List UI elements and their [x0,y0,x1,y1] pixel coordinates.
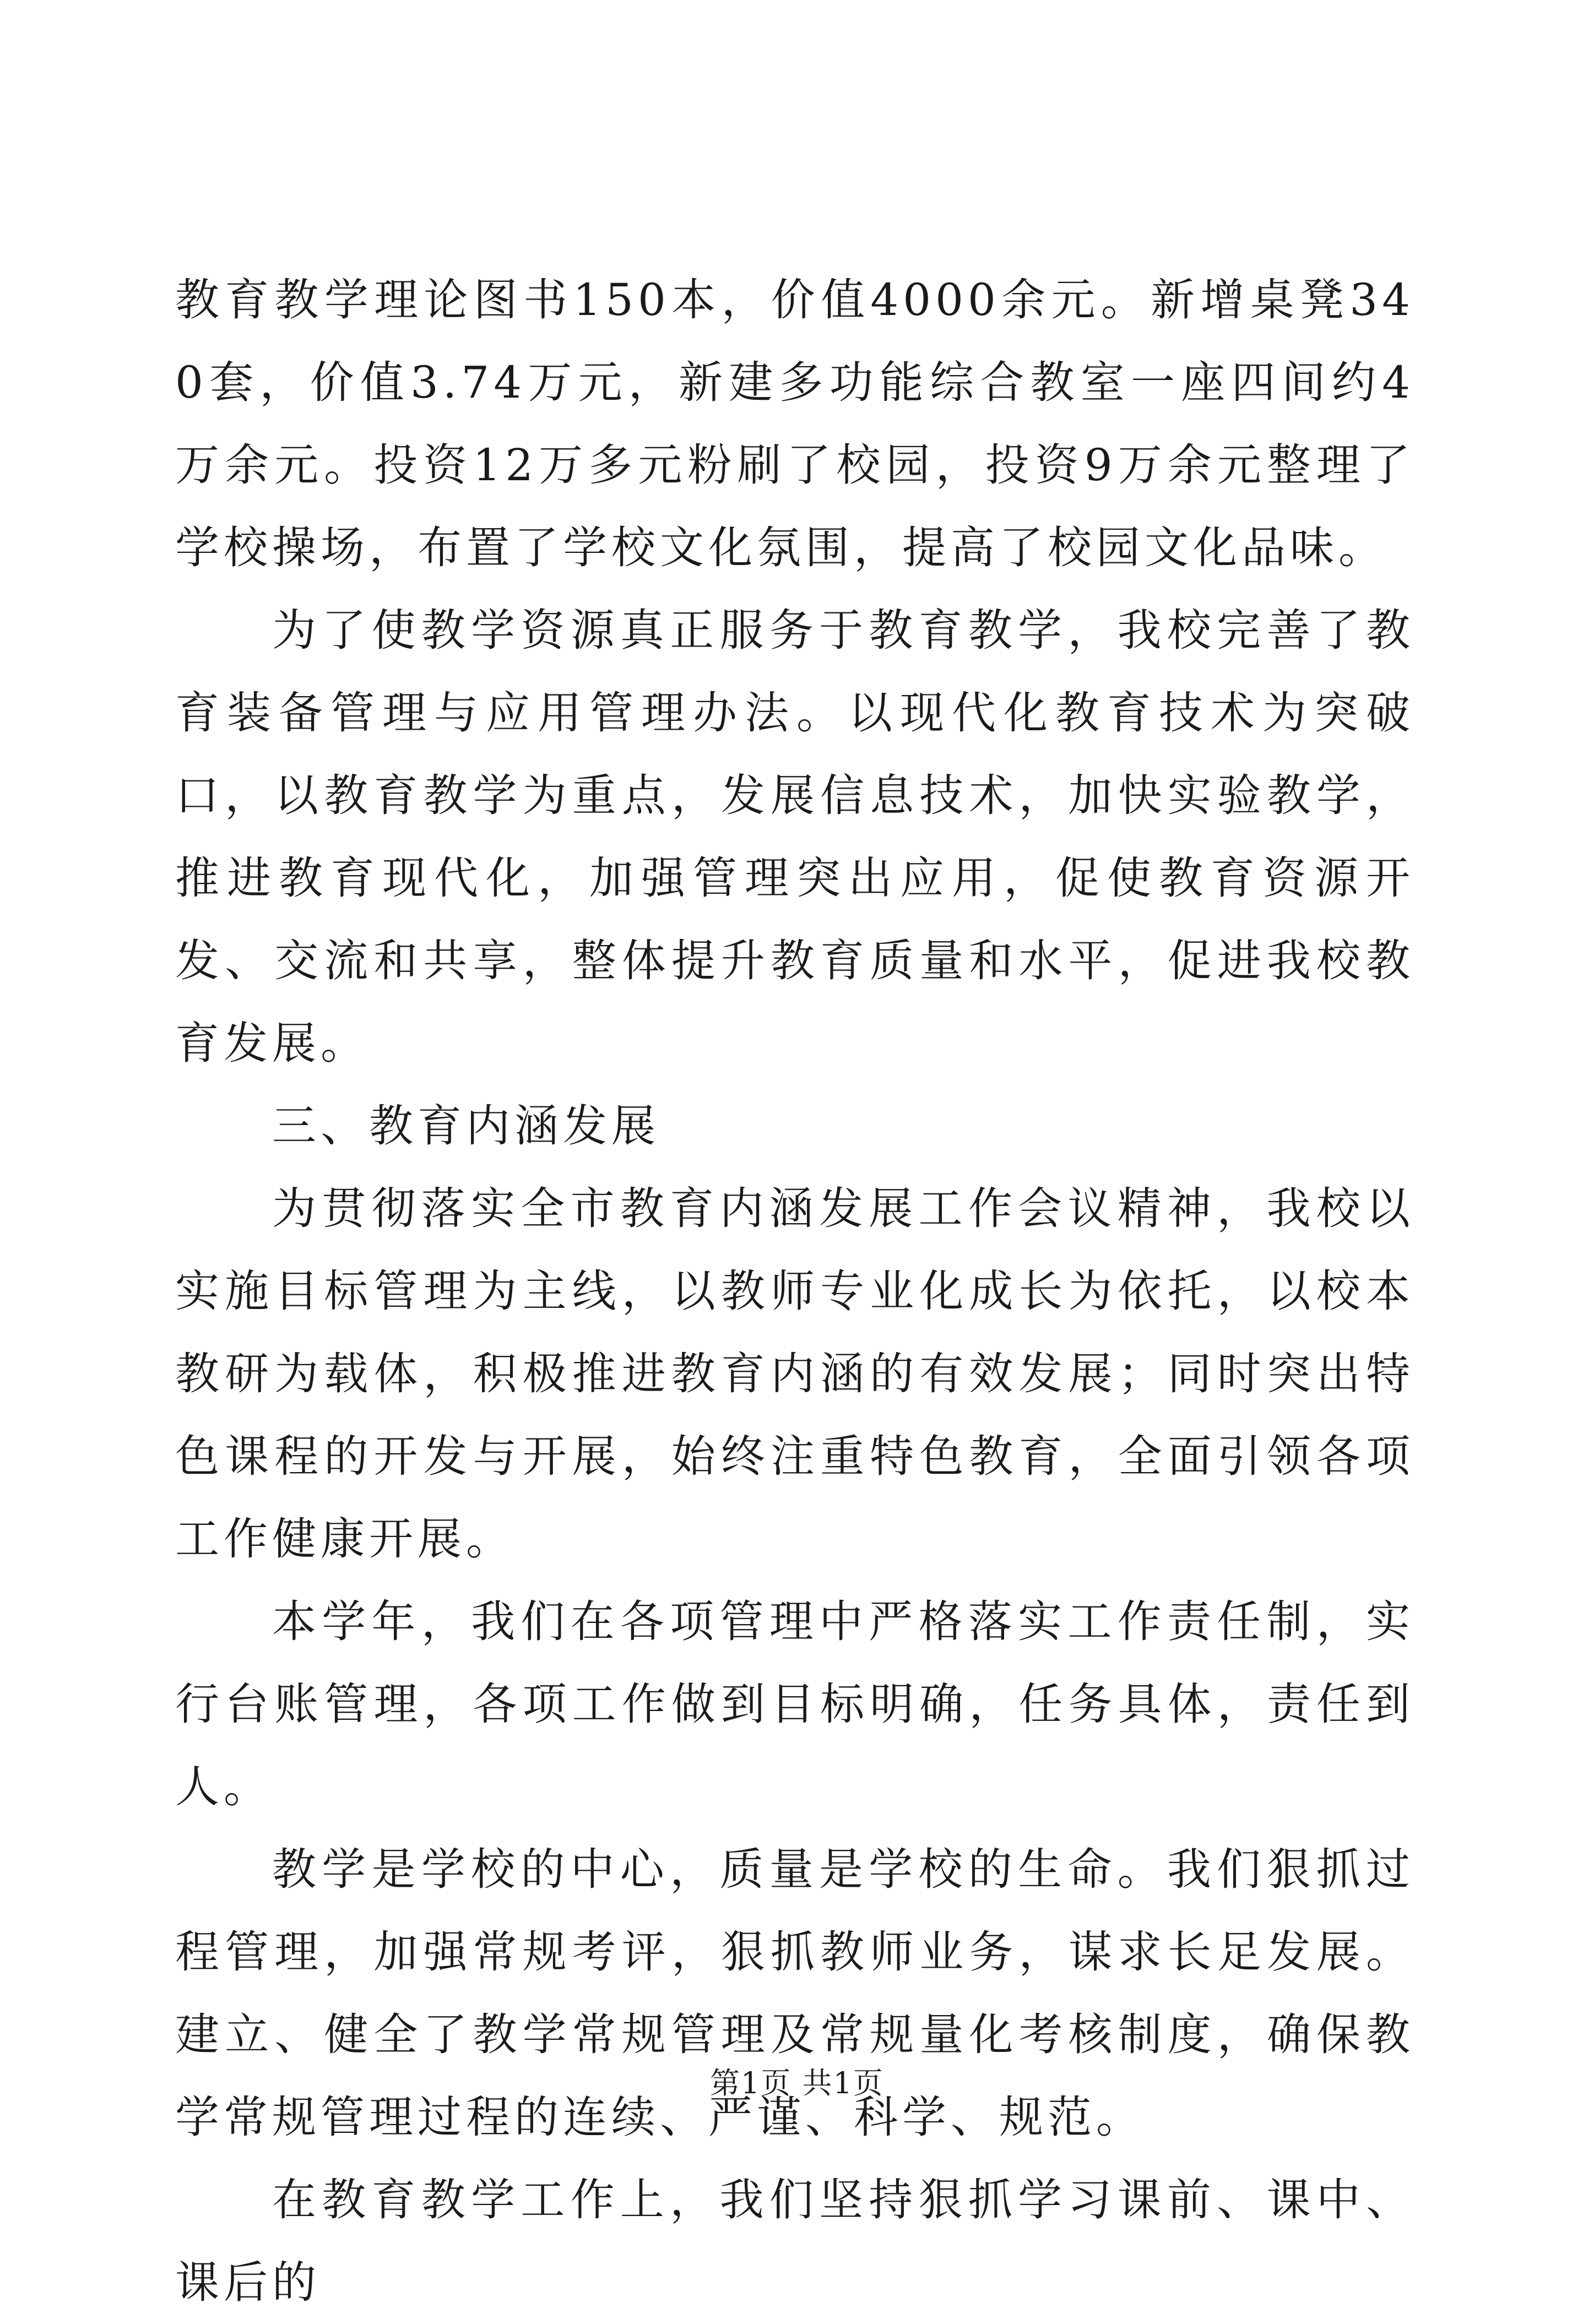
document-body [175,259,1414,2324]
paragraph-4: 本学年，我们在各项管理中严格落实工作责任制，实行台账管理，各项工作做到目标明确，任务具体，责任到人。 [175,1596,1414,1812]
paragraph-2: 为了使教学资源真正服务于教育教学，我校完善了教育装备管理与应用管理办法。以现代化教育技术为突破口，以教育教学为重点，发展信息技术，加快实验教学，推进教育现代化，加强管理突出应用，促使教育资源开发、交流和共享，整体提升教育质量和水平，促进我校教育发展。 [175,605,1414,1069]
section-heading: 三、教育内涵发展 [272,1100,660,1152]
paragraph-6: 在教育教学工作上，我们坚持狠抓学习课前、课中、课后的 [175,2174,1414,2308]
paragraph-3: 为贯彻落实全市教育内涵发展工作会议精神，我校以实施目标管理为主线，以教师专业化成长为依托，以校本教研为载体，积极推进教育内涵的有效发展；同时突出特色课程的开发与开展，始终注重特色教育，全面引领各项工作健康开展。 [175,1183,1414,1565]
paragraph-5: 教学是学校的中心，质量是学校的生命。我们狠抓过程管理，加强常规考评，狠抓教师业务，谋求长足发展。建立、健全了教学常规管理及常规量化考核制度，确保教学常规管理过程的连续、严谨、科学、规范。 [175,1844,1414,2143]
paragraph-1: 教育教学理论图书150本，价值4000余元。新增桌凳340套，价值3.74万元，新建多功能综合教室一座四间约4万余元。投资12万多元粉刷了校园，投资9万余元整理了学校操场，布置了学校文化氛围，提高了校园文化品味。 [175,274,1414,573]
page-footer: 第1页 共1页 [710,2066,884,2100]
